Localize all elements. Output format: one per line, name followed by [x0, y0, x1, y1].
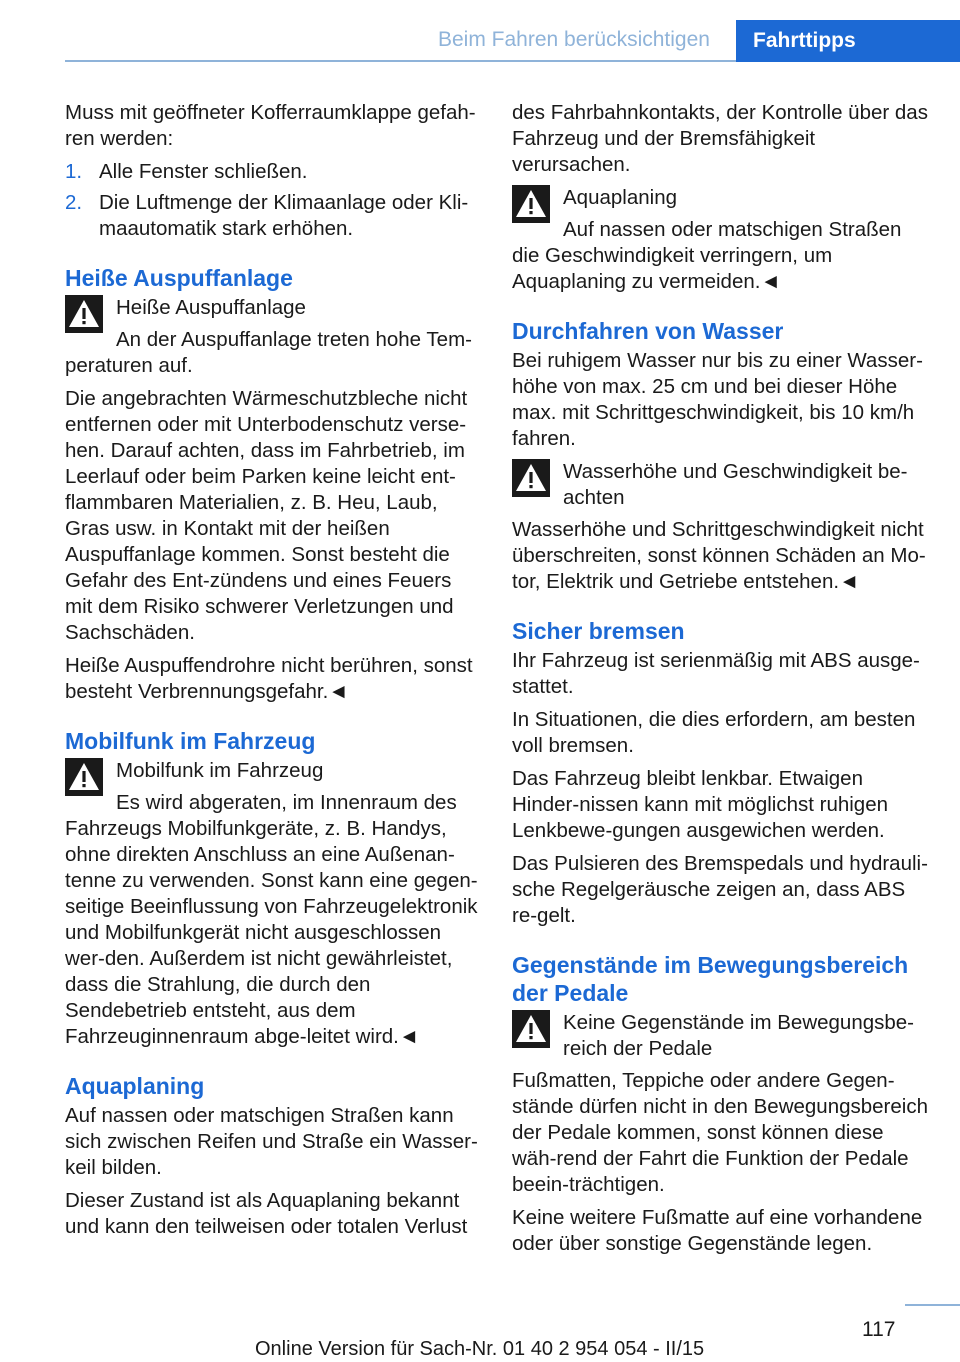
warning-triangle-icon [512, 185, 550, 223]
list-number: 2. [65, 191, 83, 214]
list-item [65, 190, 481, 242]
paragraph: Das Pulsieren des Bremspedals und hydrauli-sche Regelgeräusche zeigen an, dass ABS re-gelt. [512, 852, 928, 927]
warning-title: Mobilfunk im Fahrzeug [116, 759, 324, 782]
warning-title: Aquaplaning [563, 186, 677, 209]
warning-title: Wasserhöhe und Geschwindigkeit be-achten [563, 460, 908, 509]
intro-text: Muss mit geöffneter Kofferraumklappe gefah-ren werden: [65, 101, 476, 150]
warning-triangle-icon [512, 1010, 550, 1048]
paragraph: Dieser Zustand ist als Aquaplaning bekannt und kann den teilweisen oder totalen Verlust [65, 1189, 468, 1238]
paragraph: Ihr Fahrzeug ist serienmäßig mit ABS ausge-stattet. [512, 649, 920, 698]
page-number: 117 [862, 1318, 896, 1341]
warning-block [512, 1010, 928, 1198]
warning-text: Auf nassen oder matschigen Straßen die Geschwindigkeit verringern, um Aquaplaning zu vermeiden.◄ [512, 218, 902, 293]
heading-water: Durchfahren von Wasser [512, 318, 784, 344]
warning-title: Keine Gegenstände im Bewegungsbe-reich der Pedale [563, 1011, 915, 1060]
paragraph: Das Fahrzeug bleibt lenkbar. Etwaigen Hinder-nissen kann mit möglichst ruhigen Lenkbewe-gungen ausgewichen werden. [512, 767, 889, 842]
warning-text: Wasserhöhe und Schrittgeschwindigkeit nicht überschreiten, sonst können Schäden an Mo-tor, Elektrik und Getriebe entstehen.◄ [512, 518, 926, 593]
list-number: 1. [65, 160, 83, 183]
paragraph: Die angebrachten Wärmeschutzbleche nicht entfernen oder mit Unterbodenschutz verse-hen. Darauf achten, dass im Fahrbetrieb, im Leerlauf oder beim Parken keine leicht ent-flammbaren Materialien, z. B. Heu, Laub, Gras usw. in Kontakt mit der heißen Auspuffanlage kommen. Sonst besteht die Gefahr des Ent-zündens und eines Feuers mit dem Risiko schwerer Verletzungen und Sachschäden. [65, 387, 468, 644]
warning-block [512, 459, 928, 595]
list-text: Die Luftmenge der Klimaanlage oder Kli-maautomatik stark erhöhen. [99, 191, 469, 240]
warning-text: Es wird abgeraten, im Innenraum des Fahrzeugs Mobilfunkgeräte, z. B. Handys, ohne direkten Anschluss an eine Außenan-tenne zu verwenden. Sonst kann eine gegen-seitige Beeinflussung von Fahrzeugelektronik und Mobilfunkgerät nicht ausgeschlossen wer-den. Außerdem ist nicht gewährleistet, dass die Strahlung, die durch den Sendebetrieb entsteht, aus dem Fahrzeuginnenraum abge-leitet wird.◄ [65, 791, 478, 1048]
warning-triangle-icon [65, 758, 103, 796]
paragraph: Keine weitere Fußmatte auf eine vorhandene oder über sonstige Gegenstände legen. [512, 1206, 923, 1255]
warning-triangle-icon [65, 295, 103, 333]
left-column [65, 100, 481, 1247]
steps-list [65, 159, 481, 242]
paragraph: des Fahrbahnkontakts, der Kontrolle über das Fahrzeug und der Bremsfähigkeit verursachen. [512, 101, 928, 176]
paragraph: Auf nassen oder matschigen Straßen kann sich zwischen Reifen und Straße ein Wasser-keil bilden. [65, 1104, 478, 1179]
heading-aquaplaning: Aquaplaning [65, 1073, 205, 1099]
page-header [0, 0, 960, 62]
warning-text: An der Auspuffanlage treten hohe Tem-peraturen auf. [65, 328, 472, 377]
heading-mobile: Mobilfunk im Fahrzeug [65, 728, 316, 754]
right-column [512, 100, 928, 1264]
list-text: Alle Fenster schließen. [99, 160, 308, 183]
paragraph: In Situationen, die dies erfordern, am besten voll bremsen. [512, 708, 916, 757]
footer-version-text: Online Version für Sach-Nr. 01 40 2 954 054 - II/15 [255, 1338, 705, 1360]
footer-divider [905, 1304, 960, 1306]
warning-text: Fußmatten, Teppiche oder andere Gegen-stände dürfen nicht in den Bewegungsbereich der Pedale kommen, sonst können diese wäh-rend der Fahrt die Funktion der Pedale beein-trächtigen. [512, 1069, 928, 1196]
warning-title: Heiße Auspuffanlage [116, 296, 306, 319]
paragraph: Bei ruhigem Wasser nur bis zu einer Wasser-höhe von max. 25 cm und bei dieser Höhe max. mit Schrittgeschwindigkeit, bis 10 km/h fahren. [512, 349, 923, 450]
header-section-title: Beim Fahren berücksichtigen [438, 28, 710, 51]
warning-block [65, 295, 481, 379]
heading-pedal: Gegenstände im Bewegungsbereich der Pedale [512, 952, 909, 1006]
warning-block [65, 758, 481, 1050]
paragraph: Heiße Auspuffendrohre nicht berühren, sonst besteht Verbrennungsgefahr.◄ [65, 654, 473, 703]
heading-exhaust: Heiße Auspuffanlage [65, 265, 293, 291]
header-divider [65, 60, 736, 62]
warning-block [512, 185, 928, 295]
header-chapter-tab [736, 20, 960, 62]
warning-triangle-icon [512, 459, 550, 497]
header-chapter-label: Fahrttipps [753, 29, 856, 52]
list-item [65, 159, 481, 185]
heading-brake: Sicher bremsen [512, 618, 685, 644]
